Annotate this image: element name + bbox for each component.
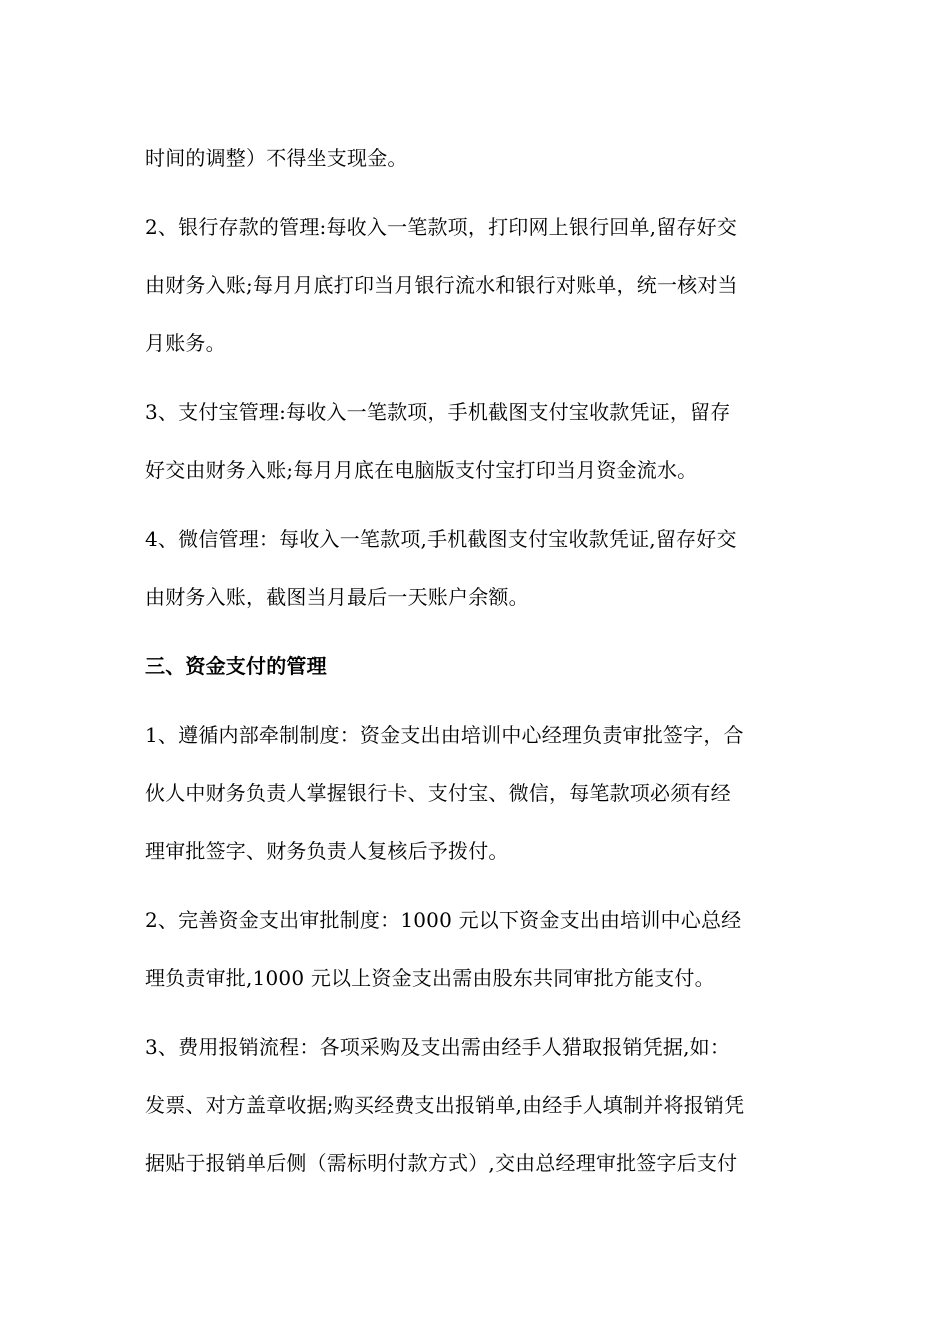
section-heading-text: 三、资金支付的管理 (145, 654, 327, 678)
text-line: 据贴于报销单后侧（需标明付款方式）,交由总经理审批签字后支付 (145, 1151, 738, 1175)
text-line: 4、微信管理：每收入一笔款项,手机截图支付宝收款凭证,留存好交 (145, 527, 737, 551)
paragraph-cash-end (145, 129, 810, 187)
text-line: 2、完善资金支出审批制度：1000 元以下资金支出由培训中心总经 (145, 908, 742, 932)
paragraph-reimbursement (145, 1018, 810, 1192)
text-line: 3、费用报销流程：各项采购及支出需由经手人猎取报销凭据,如： (145, 1035, 731, 1059)
text-line: 好交由财务入账;每月月底在电脑版支付宝打印当月资金流水。 (145, 458, 698, 482)
text-line: 3、支付宝管理:每收入一笔款项，手机截图支付宝收款凭证，留存 (145, 400, 731, 424)
text-line: 月账务。 (145, 331, 226, 355)
document-body (145, 129, 810, 1203)
text-line: 发票、对方盖章收据;购买经费支出报销单,由经手人填制并将报销凭 (145, 1093, 745, 1117)
text-line: 理负责审批,1000 元以上资金支出需由股东共同审批方能支付。 (145, 966, 715, 990)
paragraph-approval-system (145, 891, 810, 1007)
text-line: 由财务入账;每月月底打印当月银行流水和银行对账单，统一核对当 (145, 273, 738, 297)
text-line: 伙人中财务负责人掌握银行卡、支付宝、微信，每笔款项必须有经 (145, 781, 731, 805)
section-heading (145, 637, 810, 695)
paragraph-wechat (145, 510, 810, 626)
text-line: 1、遵循内部牵制制度：资金支出由培训中心经理负责审批签字，合 (145, 723, 744, 747)
text-line: 由财务入账，截图当月最后一天账户余额。 (145, 585, 529, 609)
text-line: 2、银行存款的管理:每收入一笔款项，打印网上银行回单,留存好交 (145, 215, 738, 239)
paragraph-alipay (145, 383, 810, 499)
text-line: 时间的调整）不得坐支现金。 (145, 146, 408, 170)
paragraph-internal-control (145, 706, 810, 880)
text-line: 理审批签字、财务负责人复核后予拨付。 (145, 839, 509, 863)
paragraph-bank-deposit (145, 198, 810, 372)
